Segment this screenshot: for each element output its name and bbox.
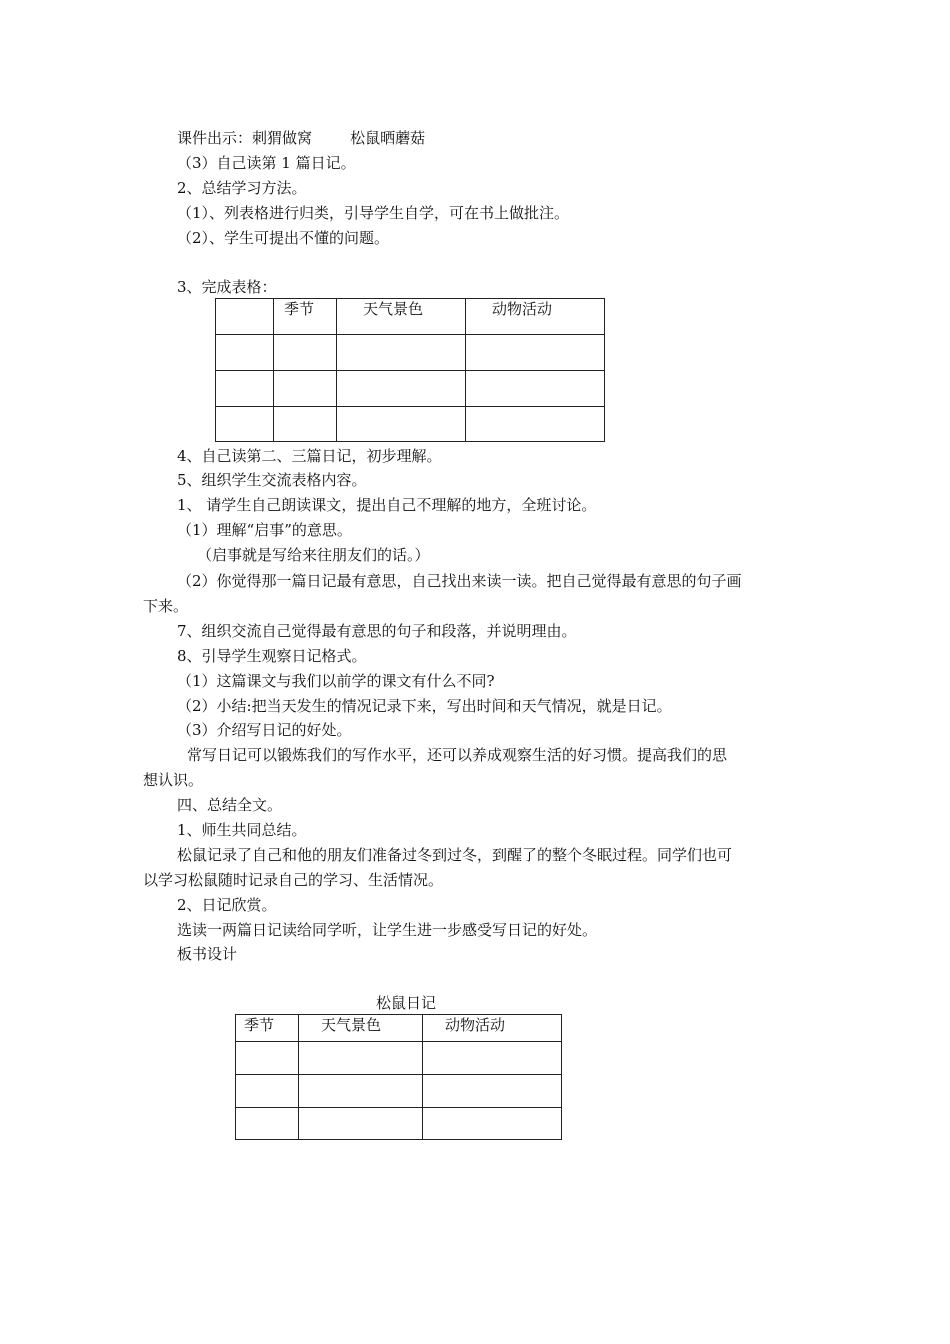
table-cell: [274, 407, 337, 442]
table-header-cell: 动物活动: [466, 299, 605, 335]
fill-in-table: [215, 298, 605, 442]
table-header-cell: 天气景色: [299, 1015, 423, 1042]
text-line-13: 下来。: [143, 597, 189, 615]
table-cell: [216, 371, 274, 407]
text-line-23: 松鼠记录了自己和他的朋友们准备过冬到过冬，到醒了的整个冬眠过程。同学们也可: [177, 846, 733, 864]
table-cell: [236, 1042, 299, 1075]
table-row: [216, 407, 605, 442]
board-table-caption: 松鼠日记: [376, 994, 437, 1012]
board-design-table: [235, 1014, 562, 1140]
table-row: [216, 335, 605, 371]
table-row: [216, 371, 605, 407]
text-line-19: 常写日记可以锻炼我们的写作水平，还可以养成观察生活的好习惯。提高我们的思: [187, 746, 728, 764]
text-line-11: （启事就是写给来往朋友们的话。）: [197, 546, 430, 564]
table-header-cell: 动物活动: [423, 1015, 562, 1042]
text-line-3: 2、总结学习方法。: [177, 179, 307, 197]
table-row: [236, 1108, 562, 1140]
text-line-8: 5、组织学生交流表格内容。: [177, 471, 367, 489]
text-line-25: 2、日记欣赏。: [177, 896, 277, 914]
table-cell: [274, 371, 337, 407]
text-line-27: 板书设计: [177, 945, 238, 963]
text-line-24: 以学习松鼠随时记录自己的学习、生活情况。: [143, 871, 444, 889]
table-row: [236, 1042, 562, 1075]
text-line-22: 1、师生共同总结。: [177, 821, 307, 839]
table-cell: [423, 1075, 562, 1108]
table-cell: [466, 407, 605, 442]
text-line-2: （3）自己读第 1 篇日记。: [177, 154, 356, 172]
table-header-row: [216, 299, 605, 335]
text-line-6: 3、完成表格：: [177, 278, 277, 296]
table-cell: [299, 1108, 423, 1140]
text-line-10: （1）理解“启事”的意思。: [177, 521, 352, 539]
table-header-cell: 天气景色: [337, 299, 466, 335]
text-line-7: 4、自己读第二、三篇日记，初步理解。: [177, 447, 442, 465]
table-cell: [337, 335, 466, 371]
table-header-row: [236, 1015, 562, 1042]
text-line-9: 1、 请学生自己朗读课文，提出自己不理解的地方，全班讨论。: [177, 496, 597, 514]
table-cell: [423, 1042, 562, 1075]
text-line-17: （2）小结:把当天发生的情况记录下来，写出时间和天气情况，就是日记。: [177, 697, 672, 715]
table-cell: [466, 371, 605, 407]
text-line-26: 选读一两篇日记读给同学听，让学生进一步感受写日记的好处。: [177, 921, 598, 939]
text-line-16: （1）这篇课文与我们以前学的课文有什么不同?: [177, 672, 495, 690]
text-line-14: 7、组织交流自己觉得最有意思的句子和段落，并说明理由。: [177, 622, 577, 640]
table-cell: [216, 335, 274, 371]
table-cell: [299, 1075, 423, 1108]
table-cell: [423, 1108, 562, 1140]
text-line-21: 四、总结全文。: [177, 796, 283, 814]
table-header-cell: 季节: [274, 299, 337, 335]
text-line-12: （2）你觉得那一篇日记最有意思，自己找出来读一读。把自己觉得最有意思的句子画: [177, 572, 742, 590]
text-line-15: 8、引导学生观察日记格式。: [177, 647, 367, 665]
table-row: [236, 1075, 562, 1108]
text-line-1: 课件出示：刺猬做窝 松鼠晒蘑菇: [177, 129, 426, 147]
table-cell: [337, 407, 466, 442]
table-cell: [236, 1108, 299, 1140]
table-cell: [274, 335, 337, 371]
table-cell: [236, 1075, 299, 1108]
table-header-cell: [216, 299, 274, 335]
table-cell: [466, 335, 605, 371]
text-line-4: （1）、列表格进行归类，引导学生自学，可在书上做批注。: [177, 204, 570, 222]
table-header-cell: 季节: [236, 1015, 299, 1042]
text-line-20: 想认识。: [143, 771, 204, 789]
table-cell: [337, 371, 466, 407]
text-line-5: （2）、学生可提出不懂的问题。: [177, 229, 390, 247]
table-cell: [216, 407, 274, 442]
table-cell: [299, 1042, 423, 1075]
text-line-18: （3）介绍写日记的好处。: [177, 721, 352, 739]
